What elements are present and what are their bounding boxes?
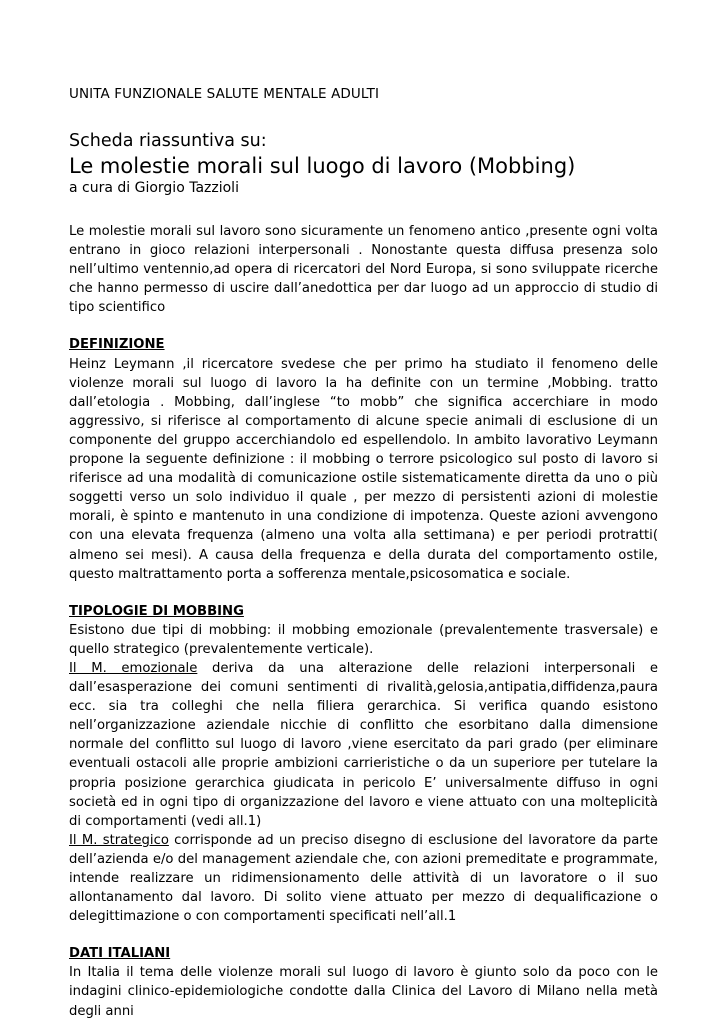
document-subtitle: Scheda riassuntiva su: (69, 131, 267, 151)
strategico-label: Il M. strategico (69, 832, 169, 848)
section-definizione (69, 335, 658, 583)
emozionale-label: Il M. emozionale (69, 660, 198, 676)
section-heading-definizione: DEFINIZIONE (69, 337, 165, 353)
dati-paragraph: In Italia il tema delle violenze morali sul luogo di lavoro è giunto solo da poco con le indagini clinico-epidemiologiche condotte dalla Clinica del Lavoro di Milano nella metà degli anni (69, 965, 658, 1019)
tipologie-intro-paragraph: Esistono due tipi di mobbing: il mobbing emozionale (prevalentemente trasversale) e quello strategico (prevalentemente verticale). (69, 622, 658, 657)
section-dati (69, 944, 658, 1020)
strategico-text: corrisponde ad un preciso disegno di esclusione del lavoratore da parte dell’azienda e/o del management aziendale che, con azioni premeditate e programmate, intende realizzare un ridimensionamento delle attività di un lavoratore o il suo allontanamento dal lavoro. Di solito viene attuato per mezzo di dequalificazione o delegittimazione o con comportamenti specificati nell’all.1 (69, 832, 658, 925)
unit-header: UNITA FUNZIONALE SALUTE MENTALE ADULTI (69, 86, 380, 102)
document-author: a cura di Giorgio Tazzioli (69, 180, 239, 196)
section-heading-dati: DATI ITALIANI (69, 946, 171, 962)
emozionale-text: deriva da una alterazione delle relazioni interpersonali e dall’esasperazione dei comuni sentimenti di rivalità,gelosia,antipatia,diffidenza,paura ecc. sia tra colleghi che nella filiera gerarchica. Si verifica quando esistono nell’organizzazione aziendale nicchie di conflitto che esorbitano dalla dimensione normale del conflitto sul luogo di lavoro ,viene esercitato da pari grado (per eliminare eventuali ostacoli alle proprie ambizioni carrieristiche o da un superiore per tutelare la propria posizione gerarchica giudicata in pericolo E’ universalmente diffuso in ogni società ed in ogni tipo di organizzazione del lavoro e viene attuato con una molteplicità di comportamenti (vedi all.1) (69, 660, 659, 829)
section-tipologie (69, 602, 658, 927)
document-title: Le molestie morali sul luogo di lavoro (Mobbing) (69, 154, 576, 178)
strategico-paragraph (69, 831, 658, 926)
intro-paragraph: Le molestie morali sul lavoro sono sicuramente un fenomeno antico ,presente ogni volta entrano in gioco relazioni interpersonali . Nonostante questa diffusa presenza solo nell’ultimo ventennio,ad opera di ricercatori del Nord Europa, si sono sviluppate ricerche che hanno permesso di uscire dall’anedottica per dar luogo ad un approccio di studio di tipo scientifico (69, 224, 658, 316)
emozionale-paragraph (69, 659, 658, 831)
definizione-paragraph: Heinz Leymann ,il ricercatore svedese che per primo ha studiato il fenomeno delle violenze morali sul luogo di lavoro la ha definite con un termine ,Mobbing. tratto dall’etologia . Mobbing, dall’inglese “to mobb” che significa accerchiare in modo aggressivo, si riferisce al comportamento di alcune specie animali di esclusione di un componente del gruppo accerchiandolo ed espellendolo. In ambito lavorativo Leymann propone la seguente definizione : il mobbing o terrore psicologico sul posto di lavoro si riferisce ad una modalità di comunicazione ostile sistematicamente diretta da uno o più soggetti verso un solo individuo il quale , per mezzo di persistenti azioni di molestie morali, è spinto e mantenuto in una condizione di impotenza. Queste azioni avvengono con una elevata frequenza (almeno una volta alla settimana) e per periodi protratti( almeno sei mesi). A causa della frequenza e della durata del comportamento ostile, questo maltrattamento porta a sofferenza mentale,psicosomatica e sociale. (69, 356, 658, 582)
section-heading-tipologie: TIPOLOGIE DI MOBBING (69, 603, 244, 619)
